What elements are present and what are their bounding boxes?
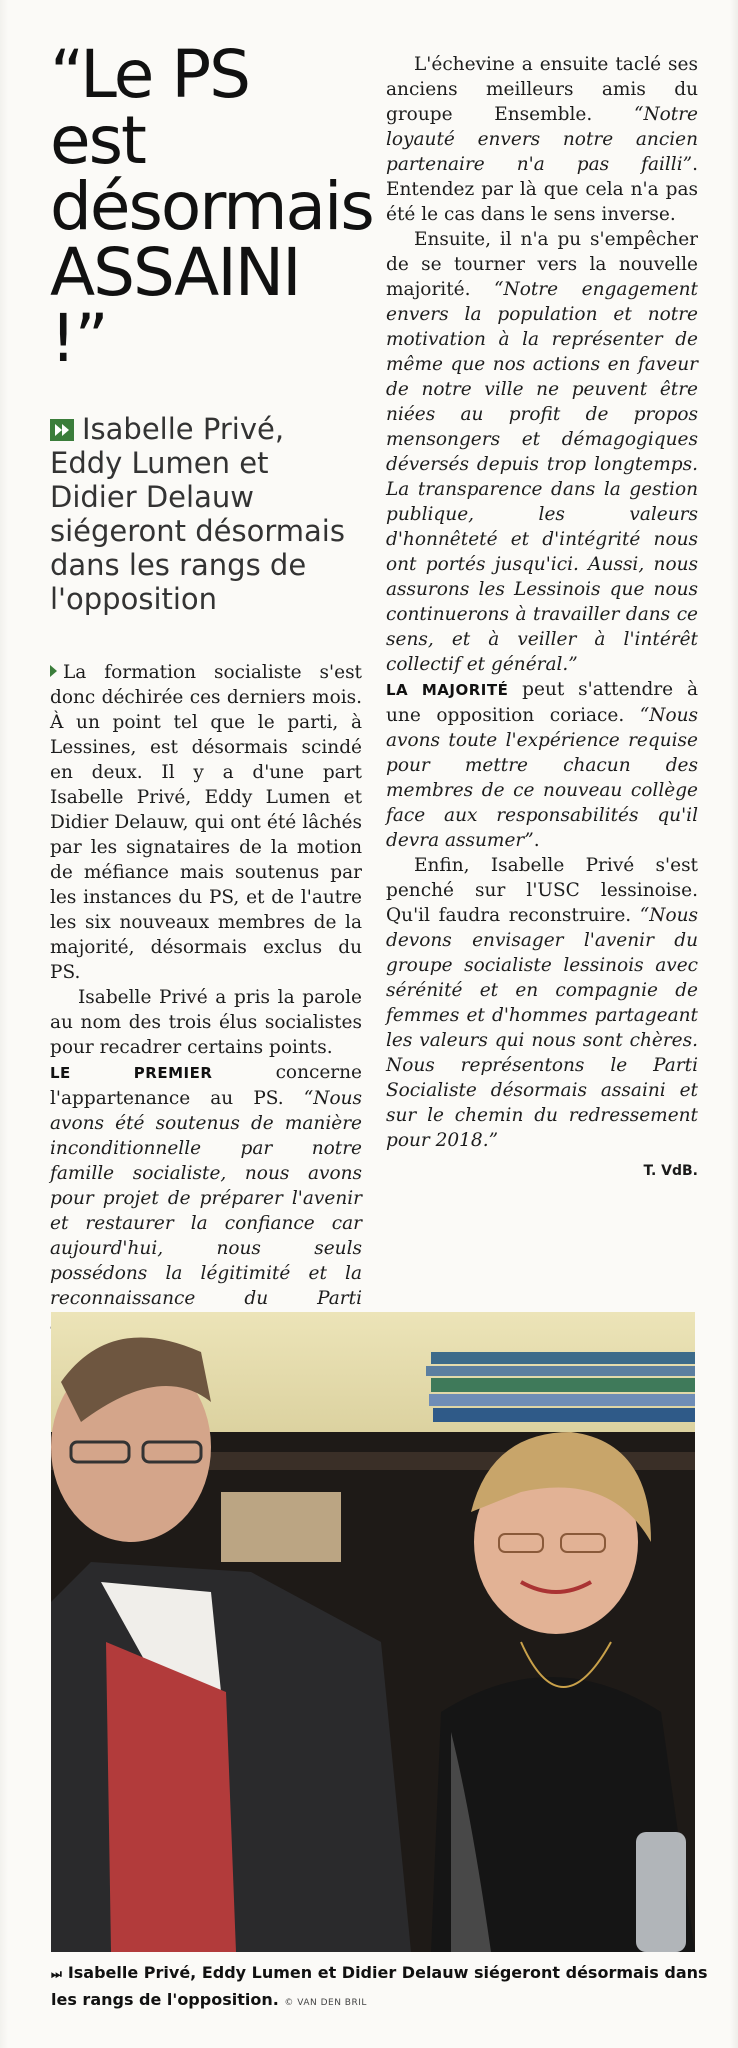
paragraph-text: . [533, 830, 540, 851]
headline-line-3: ASSAINI !” [50, 234, 300, 377]
caption-text: Isabelle Privé, Eddy Lumen et Didier Delauw siégeront désormais dans les rangs de l'opposition. [51, 1963, 708, 2009]
paragraph-text: L'échevine a ensuite taclé ses anciens meilleurs amis du groupe Ensemble. [386, 54, 698, 125]
paragraph-text: concerne l'appartenance au PS. [50, 1062, 362, 1109]
headline [50, 36, 373, 377]
quote: “Nous avons été soutenus de manière inconditionnelle par notre famille socialiste, nous avons pour projet de préparer l'avenir et restaurer la confiance car aujourd'hui, nous seuls possédons la légitimité et la reconnaissance du Parti [50, 1088, 362, 1309]
paragraph [386, 677, 698, 853]
fast-forward-icon: ⏭ [51, 1967, 62, 1981]
quote: “Notre loyauté envers notre ancien partenaire n'a pas failli” [386, 104, 698, 175]
headline-line-1: “Le PS est [50, 36, 250, 179]
paragraph-text: La formation socialiste s'est donc déchirée ces derniers mois. À un point tel que le parti, à Lessines, est désormais scindé en deux. Il y a d'une part Isabelle Privé, Eddy Lumen et Didier Delauw, qui ont été lâchés par les signataires de la motion de méfiance mais soutenus par les instances du PS, et de l'autre les six nouveaux membres de la majorité, désormais exclus du PS. [50, 662, 362, 983]
right-column [386, 52, 698, 1179]
quote: “Nous avons toute l'expérience requise pour mettre chacun des membres de ce nouveau collège face aux responsabilités qu'il devra assumer” [386, 705, 698, 851]
paragraph: Isabelle Privé a pris la parole au nom des trois élus socialistes pour recadrer certains points. [50, 987, 362, 1058]
paragraph [50, 660, 362, 985]
left-column [50, 36, 373, 1336]
photo-credit: © VAN DEN BRIL [284, 1998, 367, 2008]
quote: “Notre engagement envers la population et notre motivation à la représenter de même que nos actions en faveur de notre ville ne peuvent être niées au profit de propos mensongers et démagogiques déversés depuis trop longtemps. La transparence dans la gestion publique, les valeurs d'honnêteté et d'intégrité nous ont portés jusqu'ici. Aussi, nous assurons les Lessinois que nous continuerons à travailler dans ce sens, et à veiller à l'intérêt collectif et général.” [386, 279, 698, 675]
paragraph [386, 227, 698, 677]
paragraph-text: Enfin, Isabelle Privé s'est penché sur l'USC lessinoise. Qu'il faudra reconstruire. [386, 855, 698, 926]
kicker: LE PREMIER [50, 1064, 213, 1082]
paragraph [386, 52, 698, 227]
right-body [386, 52, 698, 1153]
paragraph-text: . Entendez par là que cela n'a pas été le cas dans le sens inverse. [386, 154, 698, 225]
paragraph [50, 1060, 362, 1336]
play-bullet-icon [50, 665, 57, 677]
photo-illustration [51, 1312, 695, 1952]
paragraph-text: peut s'attendre à une opposition coriace. [386, 679, 698, 726]
paragraph-text: Ensuite, il n'a pu s'empêcher de se tourner vers la nouvelle majorité. [386, 229, 698, 300]
paragraph [386, 853, 698, 1153]
quote: “Nous devons envisager l'avenir du groupe socialiste lessinois avec sérénité et en compagnie de femmes et d'hommes partageant les valeurs qui nous sont chères. Nous représentons le Parti Socialiste désormais assaini et sur le chemin du redressement pour 2018.” [386, 905, 698, 1151]
headline-line-2: désormais [50, 168, 373, 245]
left-body [50, 660, 362, 1336]
subheadline [50, 412, 362, 616]
kicker: LA MAJORITÉ [386, 681, 509, 699]
fast-forward-icon [50, 419, 74, 441]
photo [51, 1312, 695, 1952]
photo-caption [51, 1960, 711, 2016]
author-signature: T. VdB. [643, 1163, 698, 1179]
subheadline-text: Isabelle Privé, Eddy Lumen et Didier Delauw siégeront désormais dans les rangs de l'opposition [50, 412, 345, 616]
